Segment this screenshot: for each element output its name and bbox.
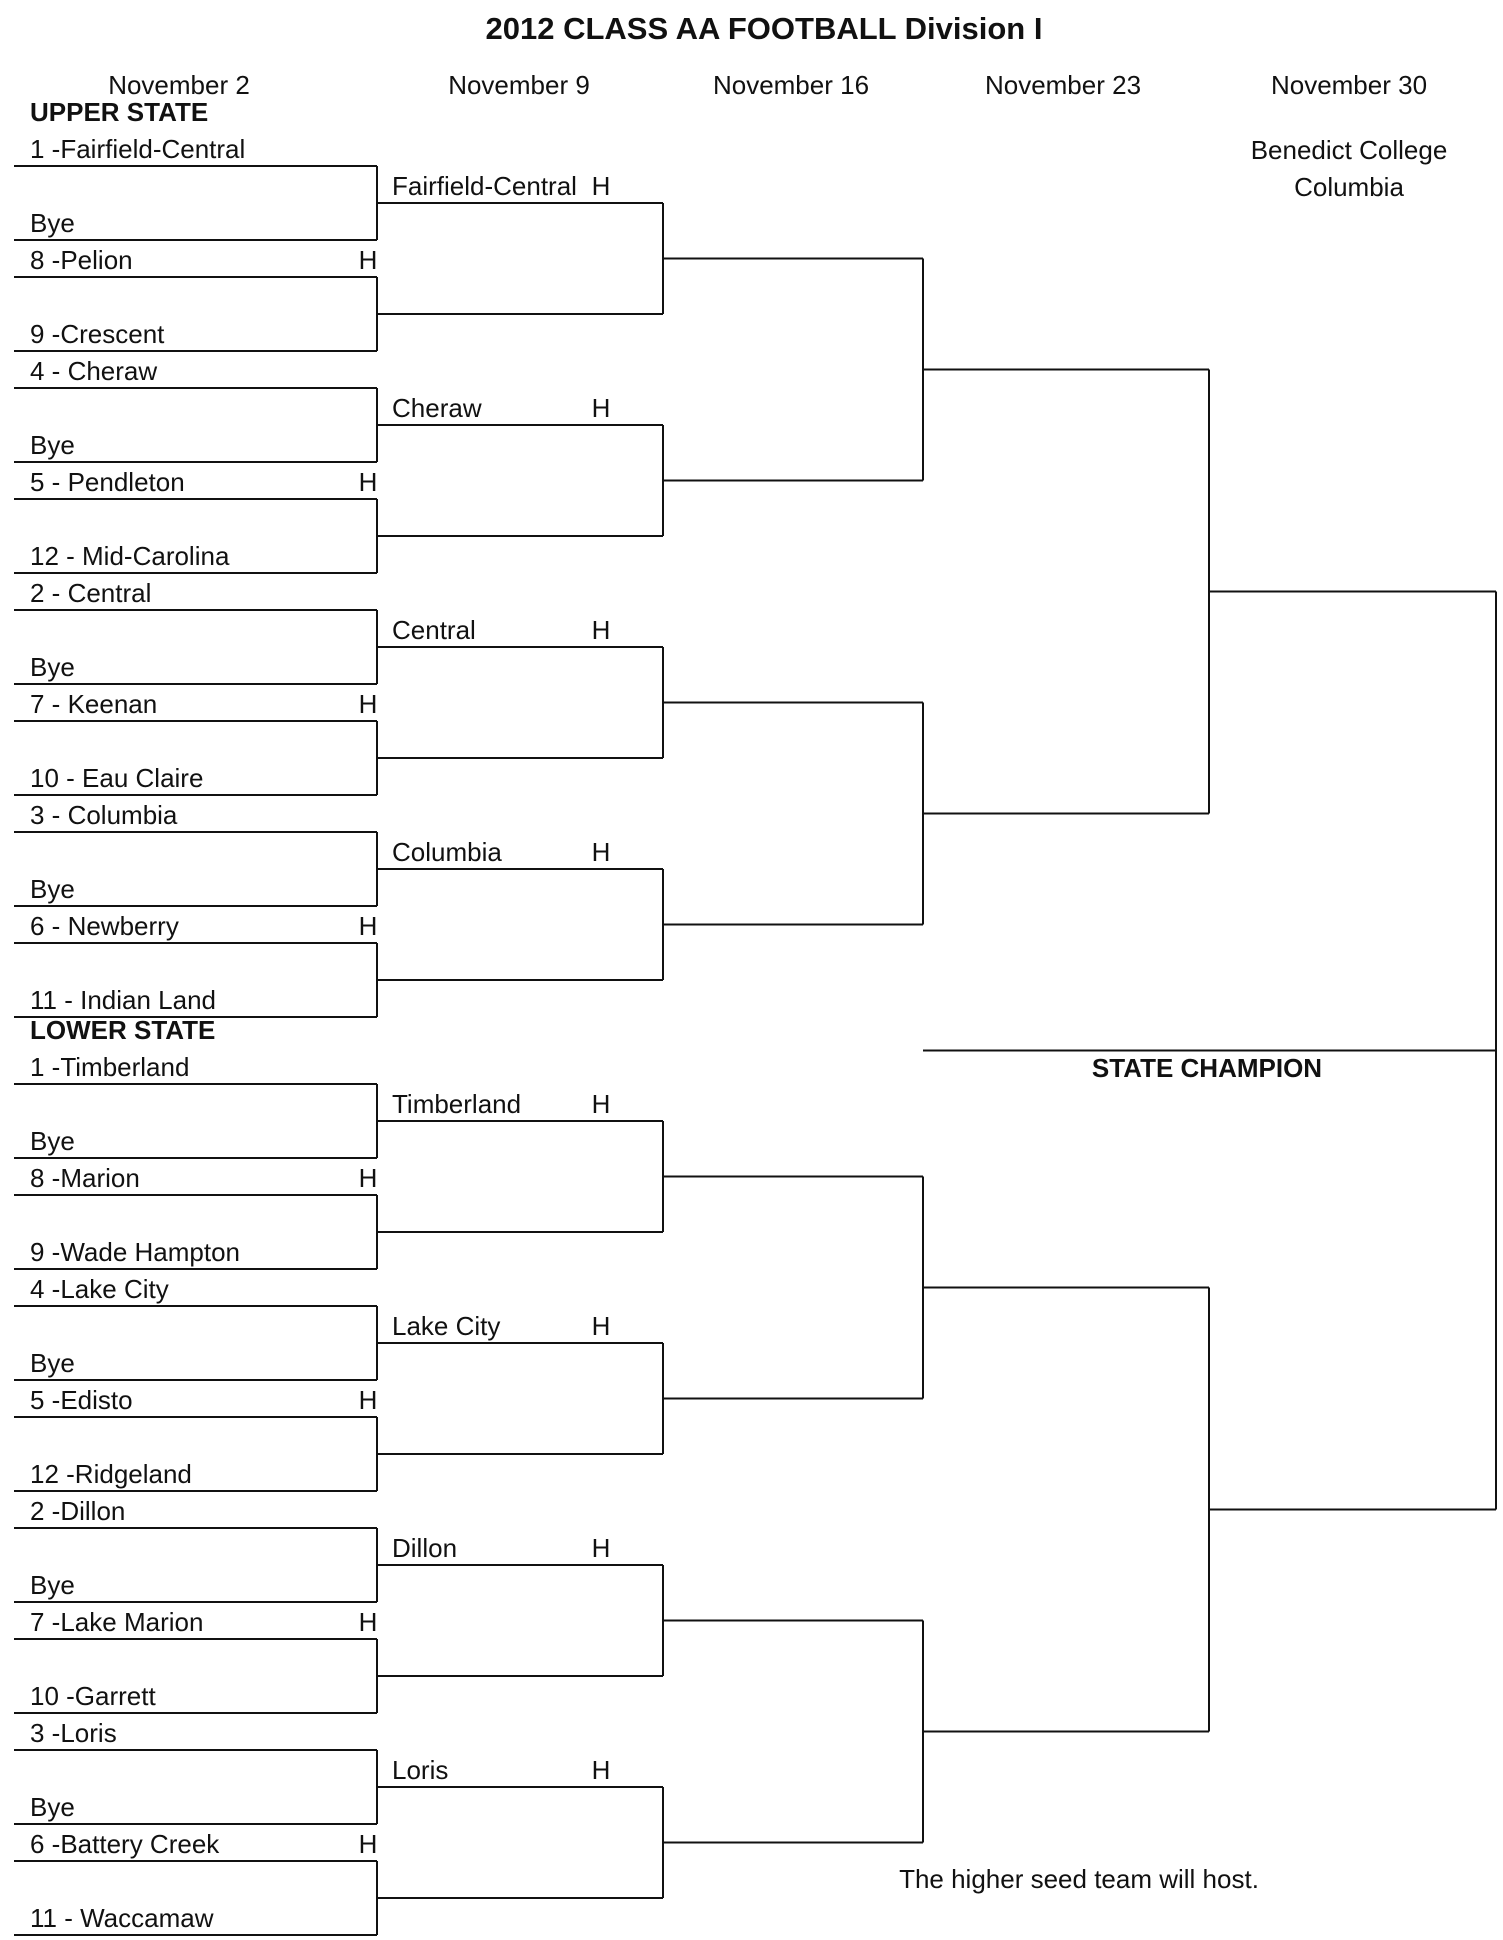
host-mark: H xyxy=(591,393,611,423)
bye-label: Bye xyxy=(30,208,75,238)
host-mark: H xyxy=(358,689,378,719)
team-name: 3 - Columbia xyxy=(30,800,178,830)
team-name: 6 -Battery Creek xyxy=(30,1829,220,1859)
round2-team: Cheraw xyxy=(392,393,482,423)
host-mark: H xyxy=(591,1533,611,1563)
host-mark: H xyxy=(591,837,611,867)
bracket-title: 2012 CLASS AA FOOTBALL Division I xyxy=(485,11,1043,46)
bye-label: Bye xyxy=(30,1570,75,1600)
team-name: 2 -Dillon xyxy=(30,1496,126,1526)
host-note: The higher seed team will host. xyxy=(899,1864,1259,1894)
team-name: 7 -Lake Marion xyxy=(30,1607,204,1637)
team-name: 12 -Ridgeland xyxy=(30,1459,192,1489)
team-name: 3 -Loris xyxy=(30,1718,117,1748)
round2-team: Fairfield-Central xyxy=(392,171,577,201)
team-name: 9 -Crescent xyxy=(30,319,165,349)
round-date-3: November 16 xyxy=(712,70,870,100)
bracket-lines xyxy=(14,166,1496,1935)
round2-team: Lake City xyxy=(392,1311,501,1341)
team-name: 8 -Marion xyxy=(30,1163,140,1193)
venue-name: Benedict College xyxy=(1250,135,1448,165)
section-title: LOWER STATE xyxy=(30,1015,216,1045)
venue-city: Columbia xyxy=(1294,172,1404,202)
host-mark: H xyxy=(591,1311,611,1341)
team-name: 12 - Mid-Carolina xyxy=(30,541,230,571)
team-name: 9 -Wade Hampton xyxy=(30,1237,241,1267)
host-mark: H xyxy=(358,1607,378,1637)
host-mark: H xyxy=(591,1755,611,1785)
round-date-1: November 2 xyxy=(108,70,250,100)
champion-label: STATE CHAMPION xyxy=(1091,1053,1323,1083)
bye-label: Bye xyxy=(30,430,75,460)
team-name: 2 - Central xyxy=(30,578,152,608)
bracket-labels xyxy=(30,97,610,1933)
bye-label: Bye xyxy=(30,652,75,682)
host-mark: H xyxy=(591,615,611,645)
team-name: 1 -Fairfield-Central xyxy=(30,134,246,164)
host-mark: H xyxy=(358,1385,378,1415)
team-name: 6 - Newberry xyxy=(30,911,179,941)
section-title: UPPER STATE xyxy=(30,97,209,127)
host-mark: H xyxy=(358,1163,378,1193)
round2-team: Timberland xyxy=(392,1089,522,1119)
host-mark: H xyxy=(591,1089,611,1119)
bye-label: Bye xyxy=(30,874,75,904)
round-date-5: November 30 xyxy=(1270,70,1428,100)
team-name: 10 - Eau Claire xyxy=(30,763,204,793)
team-name: 11 - Waccamaw xyxy=(30,1903,214,1933)
round2-team: Columbia xyxy=(392,837,502,867)
round2-team: Dillon xyxy=(392,1533,458,1563)
team-name: 5 -Edisto xyxy=(30,1385,133,1415)
host-mark: H xyxy=(358,1829,378,1859)
round-headers xyxy=(108,70,1427,100)
host-mark: H xyxy=(358,245,378,275)
round2-team: Loris xyxy=(392,1755,449,1785)
team-name: 5 - Pendleton xyxy=(30,467,185,497)
team-name: 8 -Pelion xyxy=(30,245,133,275)
bye-label: Bye xyxy=(30,1792,75,1822)
host-mark: H xyxy=(358,911,378,941)
bye-label: Bye xyxy=(30,1348,75,1378)
team-name: 1 -Timberland xyxy=(30,1052,190,1082)
bye-label: Bye xyxy=(30,1126,75,1156)
final-venue xyxy=(1251,135,1448,202)
round-date-2: November 9 xyxy=(448,70,590,100)
host-mark: H xyxy=(358,467,378,497)
team-name: 11 - Indian Land xyxy=(30,985,216,1015)
team-name: 4 -Lake City xyxy=(30,1274,169,1304)
round2-team: Central xyxy=(392,615,476,645)
team-name: 10 -Garrett xyxy=(30,1681,156,1711)
host-mark: H xyxy=(591,171,611,201)
team-name: 7 - Keenan xyxy=(30,689,158,719)
team-name: 4 - Cheraw xyxy=(30,356,158,386)
round-date-4: November 23 xyxy=(984,70,1142,100)
